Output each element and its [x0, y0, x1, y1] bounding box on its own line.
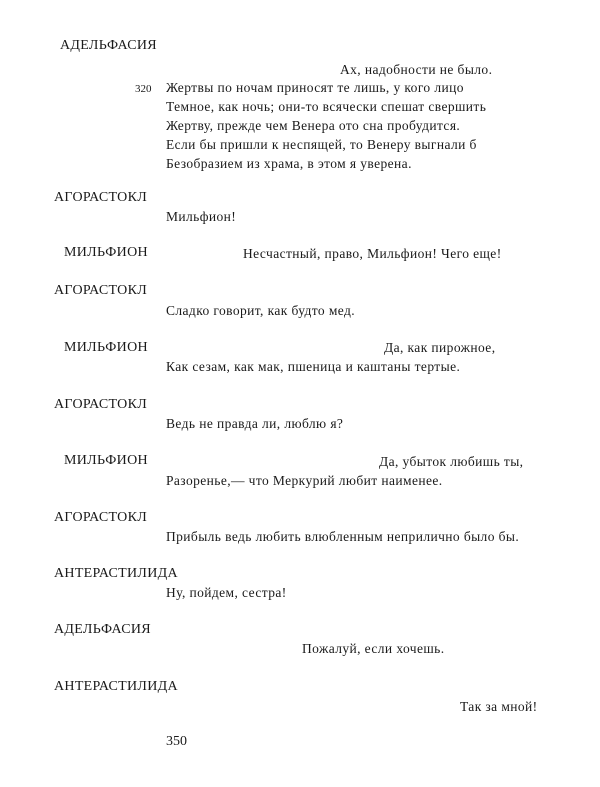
- verse-line: Сладко говорит, как будто мед.: [166, 303, 356, 318]
- verse-line: Жертву, прежде чем Венера ото сна пробудится.: [166, 118, 461, 133]
- verse-line: Разоренье,— что Меркурий любит наименее.: [166, 473, 443, 488]
- verse-line: Как сезам, как мак, пшеница и каштаны тертые.: [166, 359, 461, 374]
- verse-line: Прибыль ведь любить влюбленным неприлично было бы.: [166, 529, 520, 544]
- verse-line: Ну, пойдем, сестра!: [166, 585, 287, 600]
- speaker-agorastocles-3: АГОРАСТОКЛ: [54, 397, 148, 412]
- verse-line: Безобразием из храма, в этом я уверена.: [166, 156, 412, 171]
- speaker-agorastocles-4: АГОРАСТОКЛ: [54, 510, 148, 525]
- line-number: 320: [135, 83, 152, 95]
- verse-line: Так за мной!: [460, 699, 538, 714]
- speaker-milphio-1: МИЛЬФИОН: [64, 245, 148, 260]
- verse-line: Да, как пирожное,: [384, 340, 496, 355]
- verse-line: Да, убыток любишь ты,: [379, 454, 524, 469]
- verse-line: Мильфион!: [166, 209, 237, 224]
- speaker-adelphasium-2: АДЕЛЬФАСИЯ: [54, 622, 151, 637]
- speaker-adelphasium-1: АДЕЛЬФАСИЯ: [60, 38, 157, 53]
- speaker-agorastocles-1: АГОРАСТОКЛ: [54, 190, 148, 205]
- speaker-milphio-3: МИЛЬФИОН: [64, 453, 148, 468]
- verse-line: Ведь не правда ли, люблю я?: [166, 416, 344, 431]
- verse-line: Если бы пришли к неспящей, то Венеру выгнали б: [166, 137, 477, 152]
- verse-line: Ах, надобности не было.: [340, 62, 493, 77]
- speaker-anterastilis-2: АНТЕРАСТИЛИДА: [54, 679, 178, 694]
- verse-line: Несчастный, право, Мильфион! Чего еще!: [243, 246, 502, 261]
- page-number: 350: [166, 734, 187, 749]
- verse-line: Жертвы по ночам приносят те лишь, у кого лицо: [166, 80, 464, 95]
- verse-line: Пожалуй, если хочешь.: [302, 641, 445, 656]
- speaker-milphio-2: МИЛЬФИОН: [64, 340, 148, 355]
- speaker-anterastilis-1: АНТЕРАСТИЛИДА: [54, 566, 178, 581]
- speaker-agorastocles-2: АГОРАСТОКЛ: [54, 283, 148, 298]
- verse-line: Темное, как ночь; они-то всячески спешат свершить: [166, 99, 487, 114]
